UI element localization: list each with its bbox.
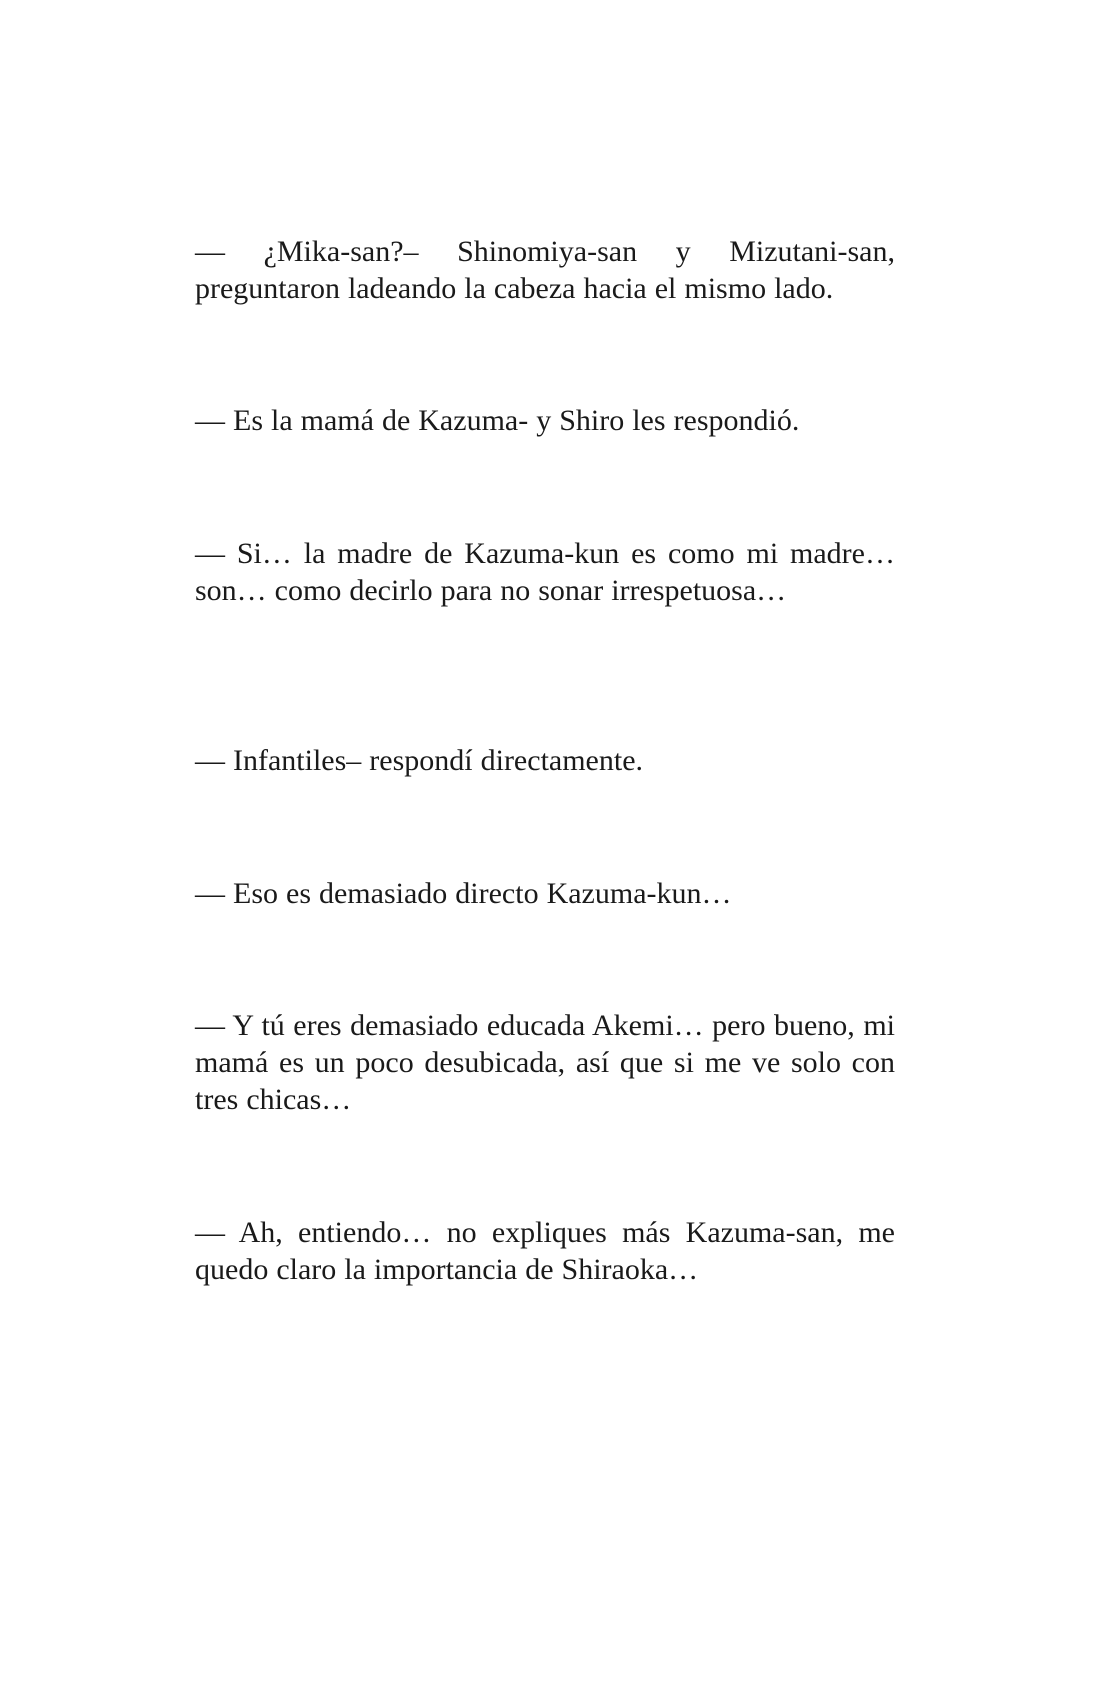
book-page — [195, 0, 895, 1700]
dialogue-paragraph: — Eso es demasiado directo Kazuma-kun… — [195, 877, 732, 910]
dialogue-paragraph: — Infantiles– respondí directamente. — [195, 744, 644, 777]
dialogue-paragraph: — Y tú eres demasiado educada Akemi… pero bueno, mi mamá es un poco desubicada, así que si me ve solo con tres chicas… — [195, 1009, 895, 1116]
dialogue-paragraph: — Si… la madre de Kazuma-kun es como mi madre… son… como decirlo para no sonar irrespetuosa… — [195, 537, 895, 607]
dialogue-paragraph: — ¿Mika-san?– Shinomiya-san y Mizutani-san, preguntaron ladeando la cabeza hacia el mismo lado. — [195, 235, 895, 305]
dialogue-paragraph: — Ah, entiendo… no expliques más Kazuma-san, me quedo claro la importancia de Shiraoka… — [195, 1216, 895, 1286]
dialogue-paragraph: — Es la mamá de Kazuma- y Shiro les respondió. — [195, 404, 800, 437]
